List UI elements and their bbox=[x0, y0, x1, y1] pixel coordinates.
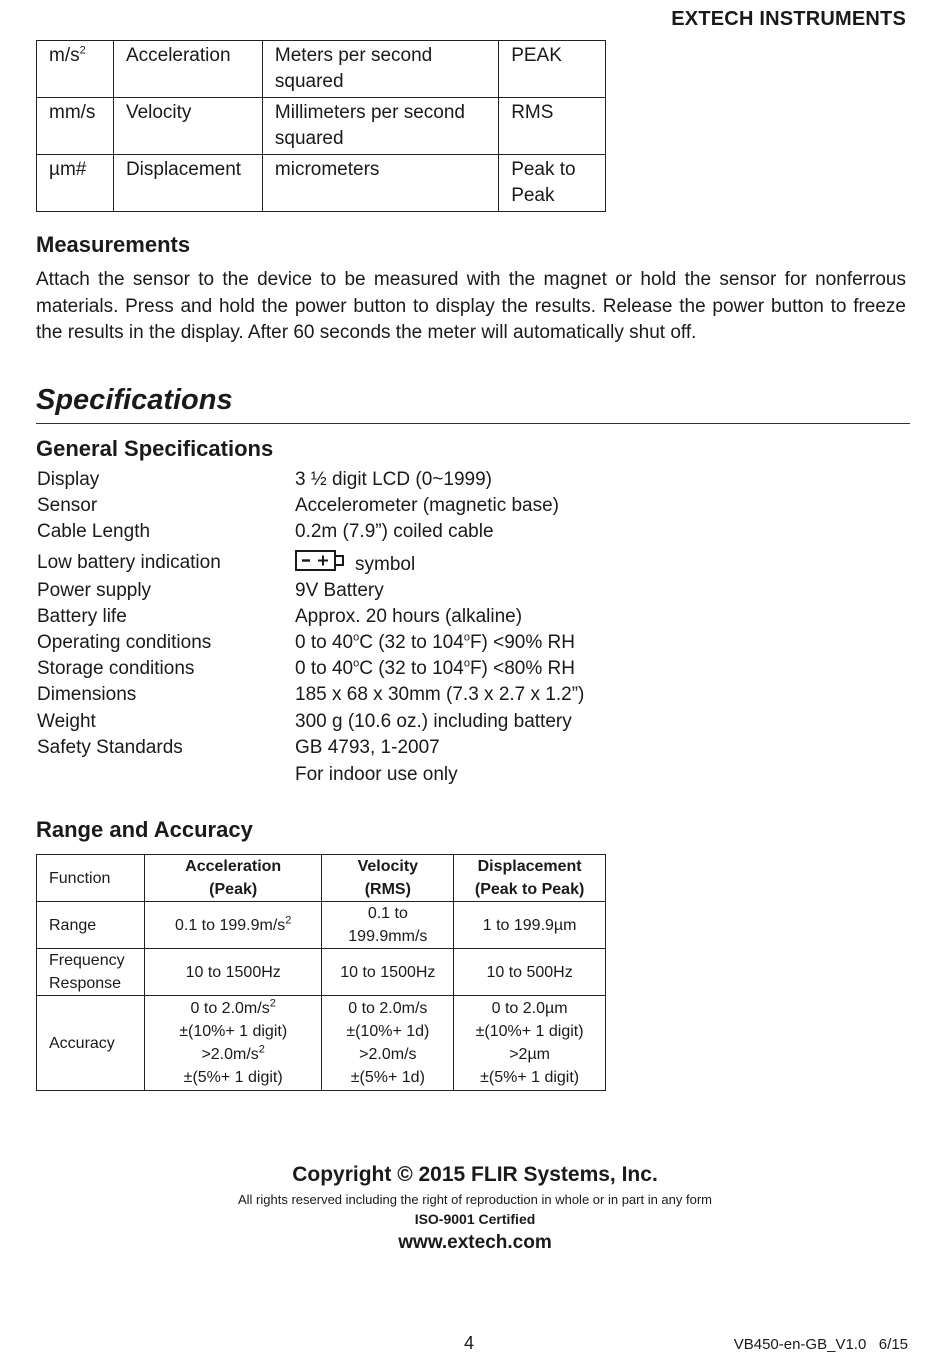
spec-value: 0.2m (7.9”) coiled cable bbox=[295, 521, 494, 542]
spec-value: For indoor use only bbox=[295, 764, 458, 785]
description-cell: micrometers bbox=[262, 155, 498, 212]
page-number: 4 bbox=[464, 1333, 475, 1353]
table-header-row bbox=[37, 855, 606, 902]
units-table bbox=[36, 40, 606, 212]
frequency-velocity: 10 to 1500Hz bbox=[322, 949, 454, 996]
spec-label: Low battery indication bbox=[37, 552, 221, 573]
measurements-paragraph: Attach the sensor to the device to be measured with the magnet or hold the sensor for nonferrous materials. Press and hold the power button to display the results. Release the power button to freeze the results in the display. After 60 seconds the meter will automatically shut off. bbox=[36, 269, 906, 343]
row-label-frequency-response: Frequency Response bbox=[37, 949, 145, 996]
table-row bbox=[37, 41, 606, 98]
header-acceleration: Acceleration (Peak) bbox=[144, 855, 322, 902]
spec-label: Sensor bbox=[37, 495, 98, 516]
range-displacement: 1 to 199.9µm bbox=[454, 902, 606, 949]
unit-cell: $m/s^2$ bbox=[37, 41, 114, 98]
range-accuracy-heading: Range and Accuracy bbox=[36, 817, 253, 842]
quantity-cell: Displacement bbox=[113, 155, 262, 212]
spec-value: symbol bbox=[295, 550, 415, 578]
range-acceleration: 0.1 to $199.9m/s^2$ bbox=[144, 902, 322, 949]
mode-cell: PEAK bbox=[499, 41, 606, 98]
header-function: Function bbox=[37, 855, 145, 902]
accuracy-acceleration: 0 to $2.0m/s^2$ ±(10%+ 1 digit) $>2.0m/s^2$ ±(5%+ 1 digit) bbox=[144, 996, 322, 1091]
spec-label: Cable Length bbox=[37, 521, 151, 542]
spec-value: 185 x 68 x 30mm (7.3 x 2.7 x 1.2”) bbox=[295, 684, 585, 705]
website-url: www.extech.com bbox=[398, 1232, 552, 1253]
spec-value: GB 4793, 1-2007 bbox=[295, 737, 440, 758]
spec-label: Battery life bbox=[37, 606, 127, 627]
header-velocity: Velocity (RMS) bbox=[322, 855, 454, 902]
spec-label: Safety Standards bbox=[37, 737, 183, 758]
battery-icon bbox=[295, 550, 345, 572]
table-row bbox=[37, 155, 606, 212]
unit-cell: µm# bbox=[37, 155, 114, 212]
spec-label: Operating conditions bbox=[37, 632, 212, 653]
unit-cell: mm/s bbox=[37, 98, 114, 155]
spec-label: Power supply bbox=[37, 580, 152, 601]
range-velocity: 0.1 to 199.9mm/s bbox=[322, 902, 454, 949]
header-displacement: Displacement (Peak to Peak) bbox=[454, 855, 606, 902]
description-cell: Meters per second squared bbox=[262, 41, 498, 98]
spec-value: 9V Battery bbox=[295, 580, 384, 601]
document-code: VB450-en-GB_V1.0 6/15 bbox=[733, 1336, 908, 1353]
spec-value: 0 to 40$^o$C (32 to $104^oF) <80\%$ RH bbox=[295, 657, 575, 679]
row-label-accuracy: Accuracy bbox=[37, 996, 145, 1091]
measurements-heading: Measurements bbox=[36, 232, 191, 257]
spec-value: 3 ½ digit LCD (0~1999) bbox=[295, 469, 492, 490]
spec-label: Storage conditions bbox=[37, 658, 195, 679]
section-divider bbox=[36, 423, 910, 424]
frequency-displacement: 10 to 500Hz bbox=[454, 949, 606, 996]
table-row bbox=[37, 98, 606, 155]
spec-value: 0 to 40$^o$C (32 to $104^oF) <90\%$ RH bbox=[295, 631, 575, 653]
accuracy-velocity: 0 to 2.0m/s ±(10%+ 1d) >2.0m/s ±(5%+ 1d) bbox=[322, 996, 454, 1091]
general-specifications-heading: General Specifications bbox=[36, 436, 274, 461]
brand-header: EXTECH INSTRUMENTS bbox=[671, 8, 906, 30]
spec-value: 300 g (10.6 oz.) including battery bbox=[295, 711, 572, 732]
spec-label: Weight bbox=[37, 711, 96, 732]
copyright-notice: Copyright © 2015 FLIR Systems, Inc. bbox=[292, 1163, 658, 1186]
accuracy-displacement: 0 to 2.0µm ±(10%+ 1 digit) >2µm ±(5%+ 1 digit) bbox=[454, 996, 606, 1091]
description-cell: Millimeters per second squared bbox=[262, 98, 498, 155]
table-row bbox=[37, 996, 606, 1091]
spec-value: Approx. 20 hours (alkaline) bbox=[295, 606, 523, 627]
frequency-acceleration: 10 to 1500Hz bbox=[144, 949, 322, 996]
spec-label: Dimensions bbox=[37, 684, 137, 705]
mode-cell: Peak to Peak bbox=[499, 155, 606, 212]
specifications-title: Specifications bbox=[36, 384, 233, 416]
row-label-range: Range bbox=[37, 902, 145, 949]
table-row bbox=[37, 902, 606, 949]
spec-value: Accelerometer (magnetic base) bbox=[295, 495, 559, 516]
mode-cell: RMS bbox=[499, 98, 606, 155]
spec-label: Display bbox=[37, 469, 100, 490]
iso-certification: ISO-9001 Certified bbox=[414, 1211, 536, 1227]
table-row bbox=[37, 949, 606, 996]
quantity-cell: Acceleration bbox=[113, 41, 262, 98]
rights-statement: All rights reserved including the right of reproduction in whole or in part in any form bbox=[237, 1192, 713, 1207]
quantity-cell: Velocity bbox=[113, 98, 262, 155]
range-accuracy-table bbox=[36, 854, 606, 1091]
